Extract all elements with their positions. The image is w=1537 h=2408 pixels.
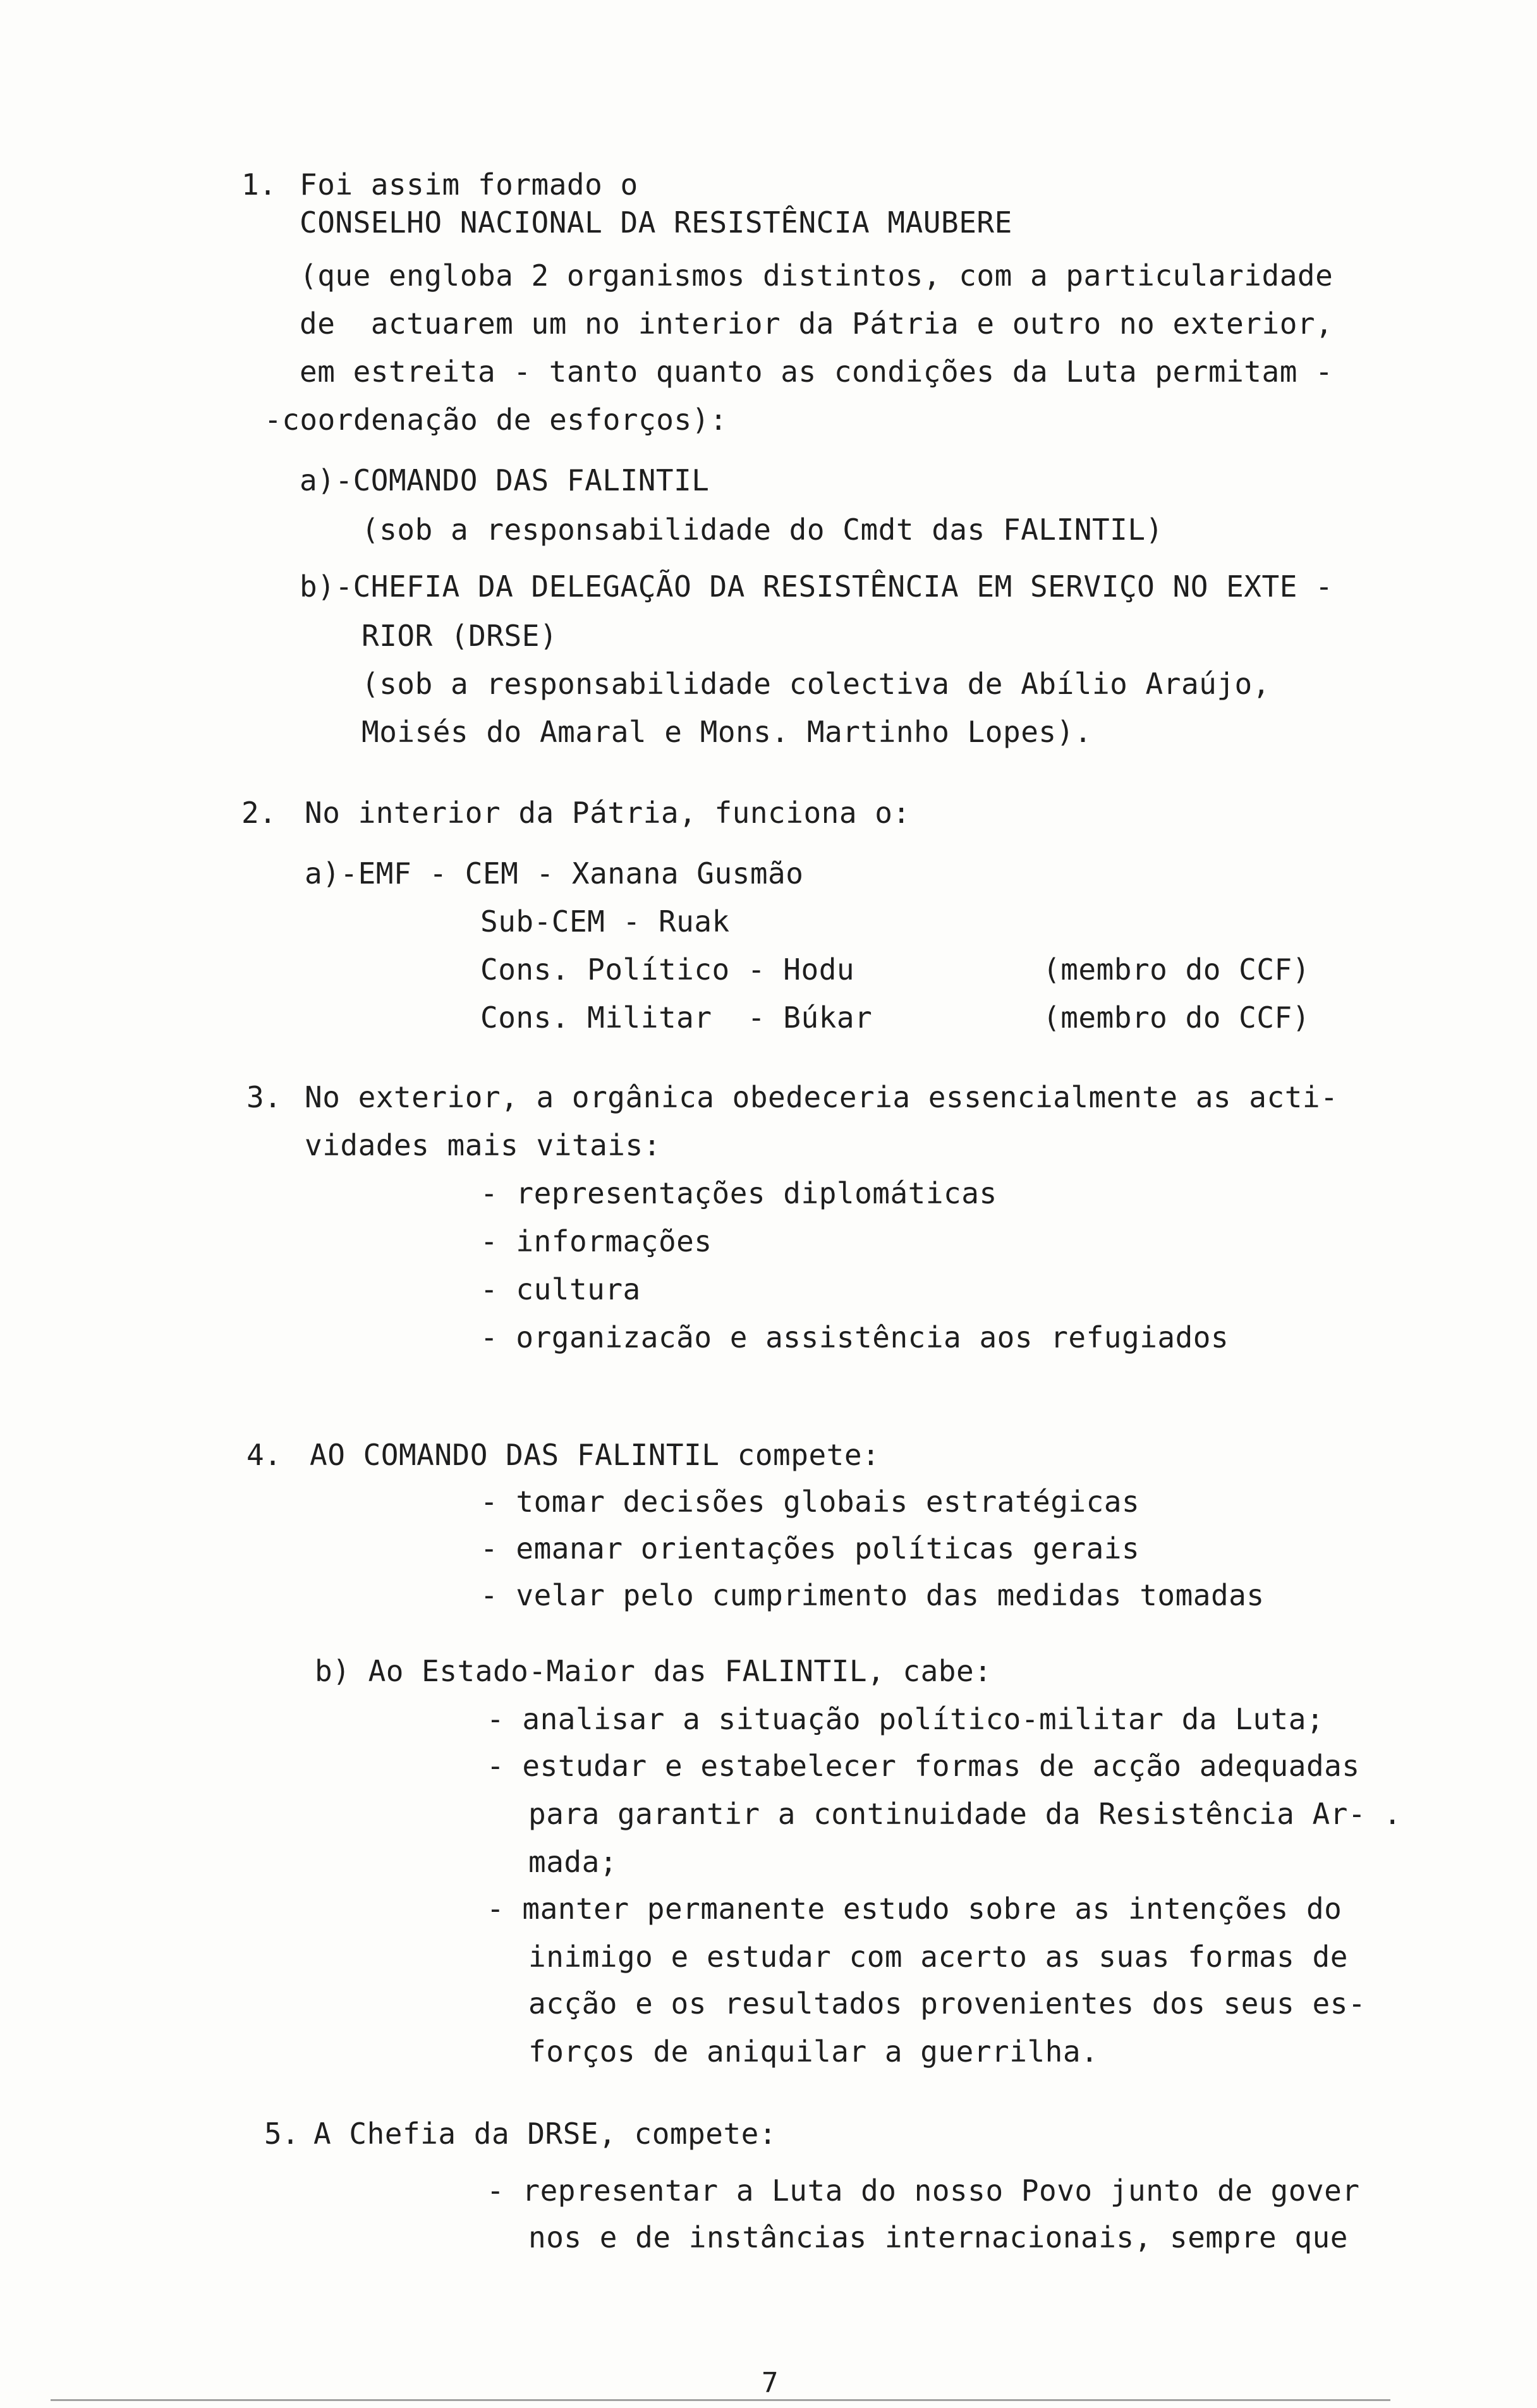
member-note: (membro do CCF) [1043, 1000, 1310, 1035]
section-number: 3. [246, 1080, 282, 1114]
text-line: A Chefia da DRSE, compete: [313, 2117, 777, 2151]
list-item: - manter permanente estudo sobre as intenções do [487, 1892, 1342, 1926]
text-line: Foi assim formado o [300, 167, 638, 202]
member-note: (membro do CCF) [1043, 952, 1310, 987]
list-item: - informações [480, 1224, 712, 1258]
list-item: - tomar decisões globais estratégicas [480, 1485, 1140, 1519]
text-line: (que engloba 2 organismos distintos, com a particularidade [300, 258, 1333, 293]
text-line: No interior da Pátria, funciona o: [305, 796, 911, 830]
section-number: 5. [264, 2117, 300, 2151]
subheading: b)-CHEFIA DA DELEGAÇÃO DA RESISTÊNCIA EM SERVIÇO NO EXTE - [300, 569, 1333, 604]
text-line: acção e os resultados provenientes dos seus es- [528, 1986, 1366, 2021]
text-line: Cons. Militar - Búkar [480, 1000, 873, 1035]
list-item: - emanar orientações políticas gerais [480, 1531, 1140, 1566]
text-line: No exterior, a orgânica obedeceria essencialmente as acti- [305, 1080, 1339, 1114]
list-item: - representar a Luta do nosso Povo junto de gover [487, 2174, 1360, 2208]
list-item: - estudar e estabelecer formas de acção adequadas [487, 1749, 1360, 1783]
heading: CONSELHO NACIONAL DA RESISTÊNCIA MAUBERE [300, 205, 1012, 240]
section-number: 4. [246, 1438, 282, 1472]
list-item: - velar pelo cumprimento das medidas tomadas [480, 1578, 1265, 1612]
list-item: - cultura [480, 1272, 641, 1306]
text-line: inimigo e estudar com acerto as suas formas de [528, 1940, 1348, 1974]
text-line: em estreita - tanto quanto as condições da Luta permitam - [300, 355, 1333, 389]
section-number: 1. [241, 167, 277, 202]
text-line: nos e de instâncias internacionais, sempre que [528, 2220, 1348, 2254]
text-line: AO COMANDO DAS FALINTIL compete: [310, 1438, 880, 1472]
text-line: forços de aniquilar a guerrilha. [528, 2034, 1099, 2069]
text-line: mada; [528, 1845, 617, 1879]
text-line: a)-EMF - CEM - Xanana Gusmão [305, 856, 804, 891]
text-line: Moisés do Amaral e Mons. Martinho Lopes). [361, 715, 1092, 749]
text-line: Sub-CEM - Ruak [480, 904, 730, 939]
text-line: (sob a responsabilidade do Cmdt das FALINTIL) [361, 513, 1163, 547]
list-item: - analisar a situação político-militar da Luta; [487, 1702, 1325, 1736]
page-number: 7 [762, 2367, 779, 2399]
bottom-rule [51, 2399, 1390, 2401]
subheading: a)-COMANDO DAS FALINTIL [300, 463, 710, 497]
text-line: para garantir a continuidade da Resistência Ar- . [528, 1797, 1402, 1831]
text-line: RIOR (DRSE) [361, 619, 558, 653]
text-line: (sob a responsabilidade colectiva de Abílio Araújo, [361, 667, 1270, 701]
text-line: vidades mais vitais: [305, 1128, 661, 1162]
text-line: -coordenação de esforços): [264, 403, 728, 437]
list-item: - organizacão e assistência aos refugiados [480, 1320, 1229, 1354]
subheading: b) Ao Estado-Maior das FALINTIL, cabe: [315, 1654, 992, 1688]
list-item: - representações diplomáticas [480, 1176, 997, 1210]
text-line: de actuarem um no interior da Pátria e outro no exterior, [300, 307, 1333, 341]
section-number: 2. [241, 796, 277, 830]
text-line: Cons. Político - Hodu [480, 952, 855, 987]
